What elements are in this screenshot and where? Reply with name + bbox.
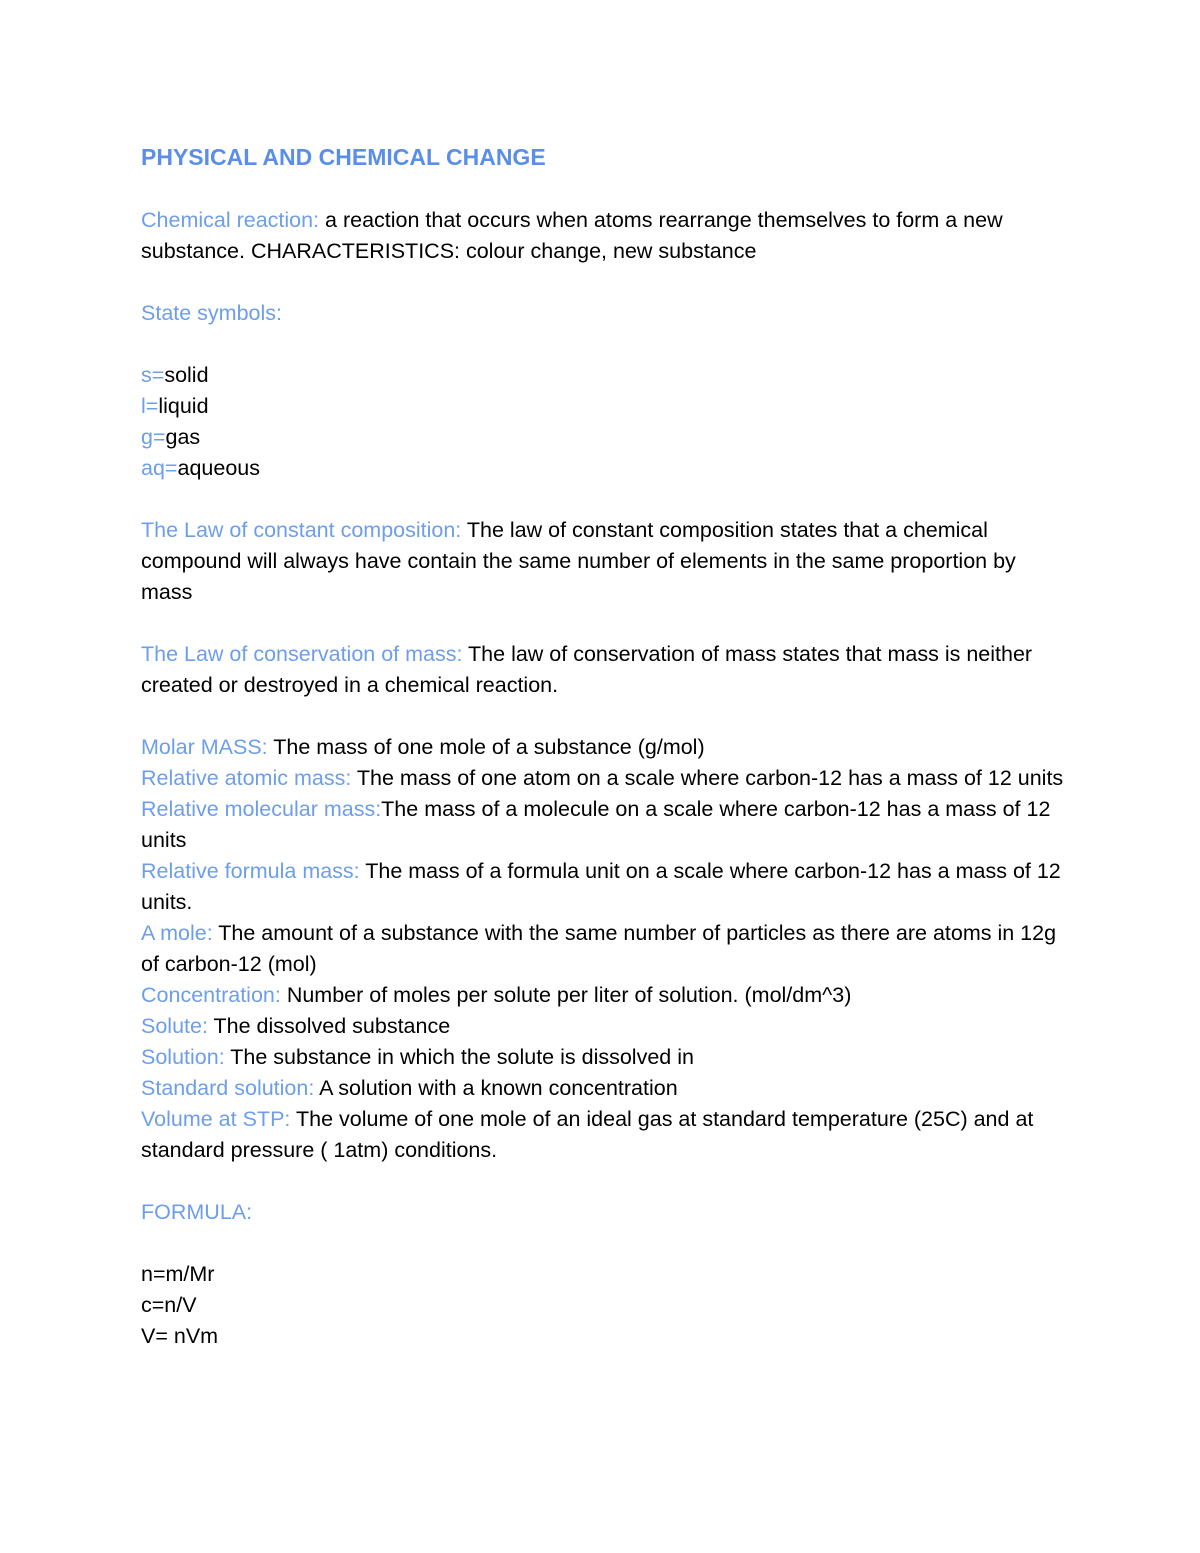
state-symbol-value: solid [164,363,209,387]
definition-volume-at-stp [141,1104,1071,1166]
definition-term: Relative molecular mass: [141,797,382,821]
definition-text: The mass of a molecule on a scale where carbon-12 has a mass of 12 units [141,797,1051,852]
formula-item: c=n/V [141,1293,197,1317]
definition-text: The volume of one mole of an ideal gas at standard temperature (25C) and at standard pressure ( 1atm) conditions. [141,1107,1034,1162]
definition-text: The mass of one mole of a substance (g/mol) [267,735,705,759]
definition-mole [141,918,1071,980]
definition-term: Solute: [141,1014,208,1038]
formula-item: V= nVm [141,1324,219,1348]
formula-item: n=m/Mr [141,1262,215,1286]
state-symbol-item [141,391,1071,422]
definition-text: The mass of one atom on a scale where carbon-12 has a mass of 12 units [351,766,1064,790]
law-constant-composition [141,515,1071,608]
formula-heading: FORMULA: [141,1200,253,1224]
state-symbol-key: l= [141,394,159,418]
definition-molar-mass [141,732,1071,763]
definition-text: The dissolved substance [207,1014,451,1038]
state-symbol-value: aqueous [177,456,260,480]
definition-text: The amount of a substance with the same number of particles as there are atoms in 12g of carbon-12 (mol) [141,921,1057,976]
state-symbol-item [141,422,1071,453]
definition-relative-atomic-mass [141,763,1071,794]
document-page [141,140,1071,1352]
definition-relative-molecular-mass [141,794,1071,856]
state-symbol-value: gas [165,425,201,449]
definition-text: The law of constant composition states that a chemical compound will always have contain the same number of elements in the same proportion by mass [141,518,1016,604]
definition-term: The Law of constant composition: [141,518,462,542]
definition-text: The law of conservation of mass states that mass is neither created or destroyed in a chemical reaction. [141,642,1033,697]
chemical-reaction-definition [141,205,1071,267]
definition-standard-solution [141,1073,1071,1104]
state-symbol-key: s= [141,363,165,387]
page-title: PHYSICAL AND CHEMICAL CHANGE [141,144,546,170]
definition-term: Standard solution: [141,1076,315,1100]
definition-solute [141,1011,1071,1042]
definition-concentration [141,980,1071,1011]
state-symbol-item [141,453,1071,484]
definition-relative-formula-mass [141,856,1071,918]
definition-term: Chemical reaction: [141,208,320,232]
state-symbols-heading: State symbols: [141,301,282,325]
state-symbol-key: aq= [141,456,178,480]
law-conservation-mass [141,639,1071,701]
definition-text: Number of moles per solute per liter of solution. (mol/dm^3) [280,983,852,1007]
definition-text: The substance in which the solute is dissolved in [224,1045,694,1069]
definition-text: The mass of a formula unit on a scale where carbon-12 has a mass of 12 units. [141,859,1061,914]
definition-term: The Law of conservation of mass: [141,642,463,666]
definition-term: Volume at STP: [141,1107,291,1131]
definition-term: Relative atomic mass: [141,766,352,790]
definition-text: A solution with a known concentration [314,1076,678,1100]
state-symbol-item [141,360,1071,391]
definition-term: Molar MASS: [141,735,268,759]
definition-term: A mole: [141,921,213,945]
definition-term: Relative formula mass: [141,859,360,883]
definition-text: a reaction that occurs when atoms rearrange themselves to form a new substance. CHARACTERISTICS: colour change, new substance [141,208,1003,263]
definition-term: Solution: [141,1045,225,1069]
definition-term: Concentration: [141,983,281,1007]
state-symbol-value: liquid [158,394,209,418]
definition-solution [141,1042,1071,1073]
state-symbol-key: g= [141,425,166,449]
